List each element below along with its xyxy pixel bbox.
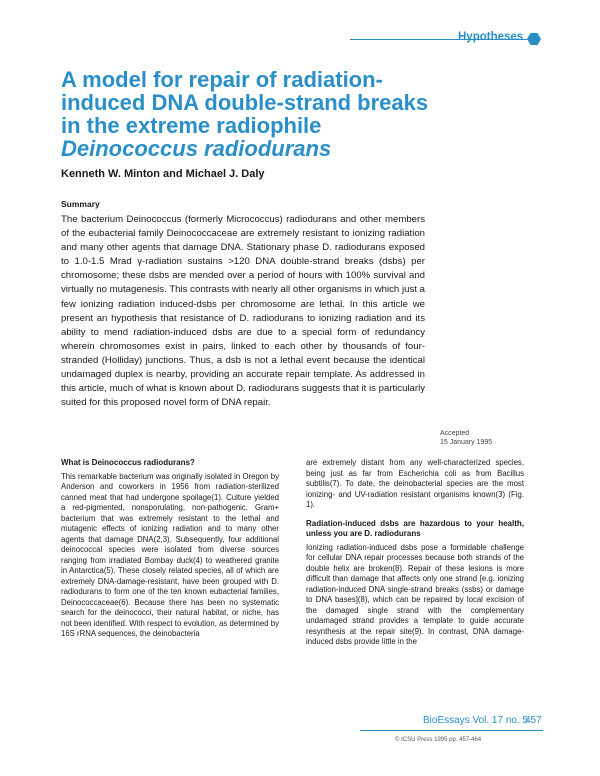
summary-text: The bacterium Deinococcus (formerly Micrococcus) radiodurans and other members of the eubacterial family Deinococcaceae are extremely resistant to ionizing radiation and many other agents that damage DNA. Stationary phase D. radiodurans exposed to 1.0-1.5 Mrad γ-radiation sustains >120 DNA double-strand breaks (dsbs) per chromosome; these dsbs are mended over a period of hours with 100% survival and virtually no mutagenesis. This contrasts with nearly all other organisms in which just a few ionizing radiation induced-dsbs per chromosome are lethal. In this article we present an hypothesis that resistance of D. radiodurans to ionizing radiation and its ability to mend radiation-induced dsbs are due to a special form of redundancy wherein chromosomes exist in pairs, linked to each other by thousands of four-stranded (Holliday) junctions. Thus, a dsb is not a lethal event because the identical undamaged duplex is nearby, providing an accurate repair template. As addressed in this article, much of what is known about D. radiodurans suggests that it is particularly suited for this proposed novel form of DNA repair. [61, 214, 425, 409]
title-line-3: in the extreme radiophile [61, 113, 322, 138]
page-number: 457 [525, 715, 542, 726]
accepted-note [440, 429, 510, 447]
body-column-left [61, 458, 279, 640]
section-tag: Hypotheses [458, 31, 524, 43]
hexagon-icon [527, 33, 541, 45]
body-column-right [306, 458, 524, 648]
article-title [61, 68, 481, 160]
copyright-line: © ICSU Press 1995 pp. 457-464 [395, 737, 482, 743]
section1-text: This remarkable bacterium was originally isolated in Oregon by Anderson and coworkers in 1956 from radiation-sterilized canned meat that had undergone spoilage(1). Culture yielded a red-pigmented, nonsporulating, non-pathogenic, Gram+ bacterium that was extremely resistant to the lethal and mutagenic effects of ionizing radiation and to many other agents that damage DNA(2,3). Subsequently, four additional deinococcal species were isolated from diverse sources ranging from irradiated Bombay duck(4) to weathered granite in Antarctica(5). These closely related species, all of which are extremely DNA-damage-resistant, have been grouped with D. radiodurans to form one of the ten known eubacterial families, Deinococcaceae(6). Because there has been no systematic search for the deinococci, their natural habitat, or niche, has not been identified. With respect to evolution, as determined by 16S rRNA sequences, the deinobacteria [61, 471, 279, 638]
title-line-4: Deinococcus radiodurans [61, 136, 332, 161]
title-line-1: A model for repair of radiation- [61, 67, 383, 92]
section2-heading: Radiation-induced dsbs are hazardous to your health, unless you are D. radiodurans [306, 518, 524, 538]
journal-name: BioEssays Vol. 17 no. 5 [423, 715, 529, 726]
section1-continuation: are extremely distant from any well-characterized species, being just as far from Escherichia coli as from Bacillus subtilis(7). To date, the deinobacterial species are the most ionizing- and UV-radiation resistant organisms known(3) (Fig. 1). [306, 458, 524, 509]
title-line-2: induced DNA double-strand breaks [61, 90, 429, 115]
accepted-label: Accepted [440, 430, 470, 437]
footer-rule [360, 730, 543, 731]
summary-heading: Summary [61, 199, 100, 209]
section1-heading: What is Deinococcus radiodurans? [61, 458, 195, 467]
authors: Kenneth W. Minton and Michael J. Daly [61, 168, 265, 180]
section2-text: Ionizing radiation-induced dsbs pose a formidable challenge for cellular DNA repair processes because both strands of the double helix are broken(8). Repair of these lesions is more difficult than damage that affects only one strand [e.g. ionizing radiation-induced DNA single-strand breaks (ssbs) or damage to DNA bases](8), which can be repaired by local excision of the damaged single strand with the complementary undamaged strand provides a template to guide accurate resynthesis at the repair site(9). In contrast, DNA damage-induced dsbs provide little in the [306, 542, 524, 646]
accepted-date: 15 January 1995 [440, 439, 493, 446]
